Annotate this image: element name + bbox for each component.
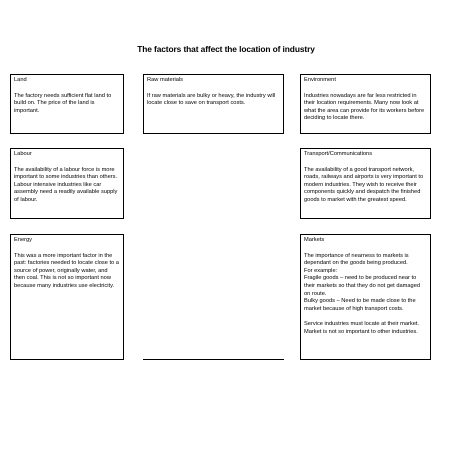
- energy-heading: Energy: [14, 237, 33, 243]
- environment-body: Industries nowadays are far less restricted in their location requirements. Many now look at what the area can provide for its workers before deciding to locate there.: [304, 92, 425, 122]
- raw-materials-heading: Raw materials: [147, 77, 184, 83]
- energy-box: [10, 234, 124, 360]
- markets-paragraph: The importance of nearness to markets is dependant on the goods being produced.: [304, 252, 409, 267]
- labour-heading: Labour: [14, 151, 32, 157]
- page-title: The factors that affect the location of industry: [137, 44, 315, 54]
- land-heading: Land: [14, 77, 27, 83]
- land-box: [10, 74, 124, 134]
- transport-box: [300, 148, 431, 219]
- markets-body: [304, 253, 427, 337]
- center-underline: [143, 359, 284, 360]
- markets-heading: Markets: [304, 237, 325, 243]
- energy-body: This was a more important factor in the past: factories needed to locate close to a source of power, originally water, and then coal. This is not so important now because many industries use electricity.: [14, 252, 119, 289]
- environment-box: [300, 74, 431, 134]
- raw-materials-box: [143, 74, 284, 134]
- labour-box: [10, 148, 124, 219]
- transport-body: The availability of a good transport network, roads, railways and airports is very important to modern industries. They wish to receive their components quickly and despatch the finished goods to market with the greatest speed.: [304, 166, 424, 203]
- markets-bulky-goods: Bulky goods – Need to be made close to the market because of high transport costs.: [304, 298, 416, 312]
- raw-materials-body: If raw materials are bulky or heavy, the industry will locate close to save on transport costs.: [147, 92, 276, 107]
- labour-body: The availability of a labour force is more important to some industries than others. Labour intensive industries like car assembly need a readily available supply of labour.: [14, 166, 118, 203]
- markets-box: [300, 234, 431, 360]
- markets-service-industries: Service industries must locate at their market. Market is not so important to other industries.: [304, 320, 420, 335]
- environment-heading: Environment: [304, 77, 336, 83]
- transport-heading: Transport/Communications: [304, 151, 373, 157]
- land-body: The factory needs sufficient flat land to build on. The price of the land is important.: [14, 92, 112, 114]
- markets-fragile-goods: Fragile goods – need to be produced near to their markets so that they do not get damaged on route.: [304, 275, 421, 297]
- markets-example-label: For example:: [304, 267, 338, 274]
